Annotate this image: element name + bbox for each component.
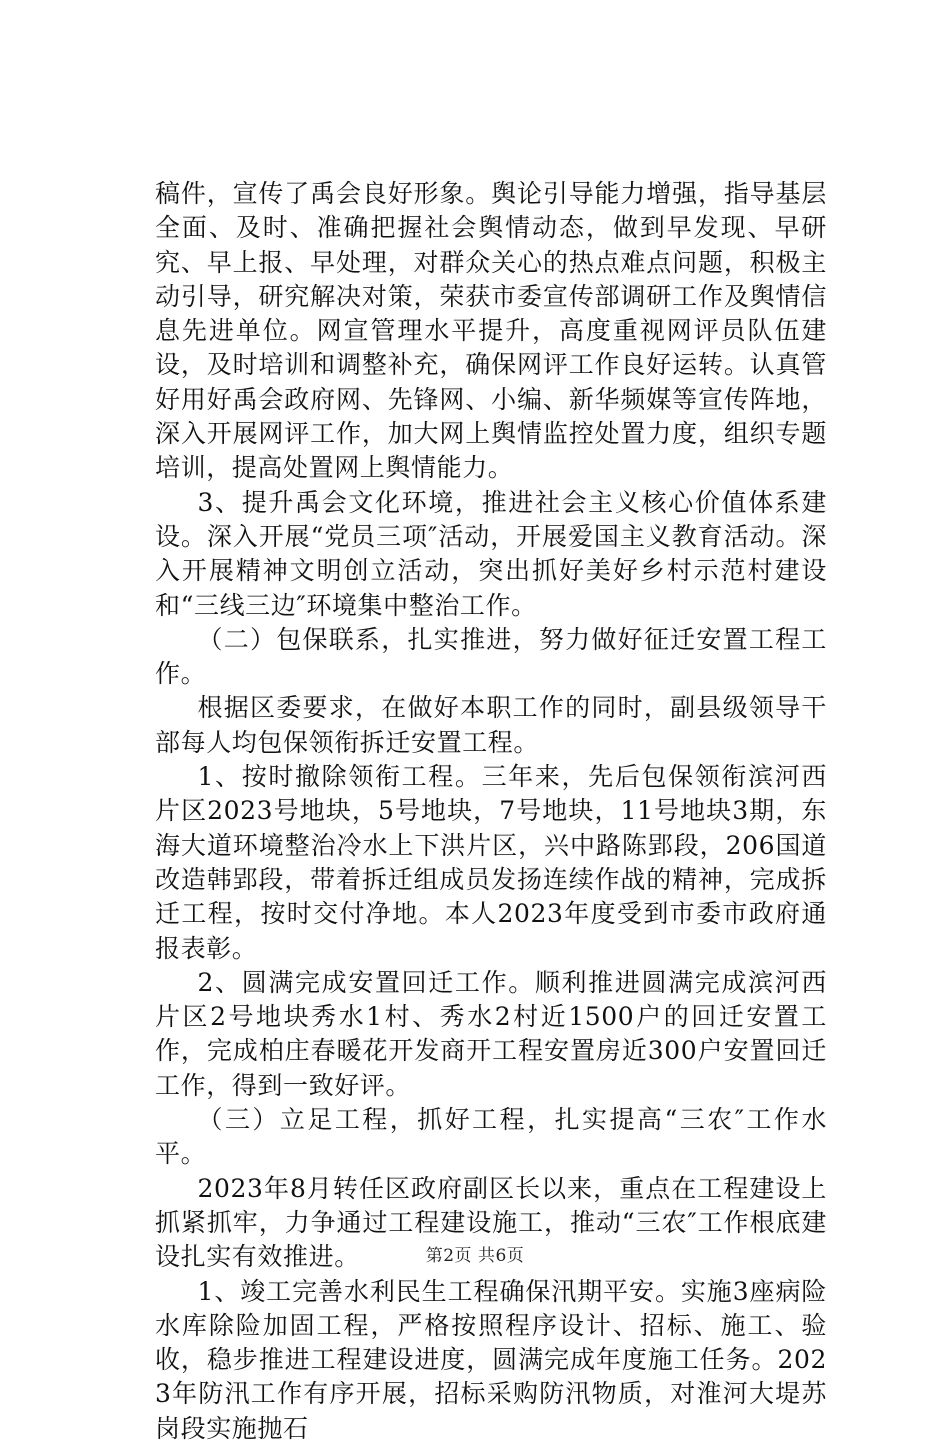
paragraph-resettlement: 2、圆满完成安置回迁工作。顺利推进圆满完成滨河西片区2号地块秀水1村、秀水2村近1500户的回迁安置工作，完成柏庄春暖花开发商开工程安置房近300户安置回迁工作，得到一致好评。: [155, 967, 827, 1100]
paragraph-demolition-projects: 1、按时撤除领衔工程。三年来，先后包保领衔滨河西片区2023号地块，5号地块，7号地块，11号地块3期，东海大道环境整治冷水上下洪片区，兴中路陈郢段，206国道改造韩郢段，带着拆迁组成员发扬连续作战的精神，完成拆迁工程，按时交付净地。本人2023年度受到市委市政府通报表彰。: [155, 762, 827, 963]
paragraph-continuation: 稿件，宣传了禹会良好形象。舆论引导能力增强，指导基层全面、及时、准确把握社会舆情动态，做到早发现、早研究、早上报、早处理，对群众关心的热点难点问题，积极主动引导，研究解决对策，荣获市委宣传部调研工作及舆情信息先进单位。网宣管理水平提升，高度重视网评员队伍建设，及时培训和调整补充，确保网评工作良好运转。认真管好用好禹会政府网、先锋网、小编、新华频媒等宣传阵地，深入开展网评工作，加大网上舆情监控处置力度，组织专题培训，提高处置网上舆情能力。: [155, 179, 827, 483]
section-heading-2: （二）包保联系，扎实推进，努力做好征迁安置工程工作。: [155, 624, 827, 689]
paragraph-vice-mayor: 2023年8月转任区政府副区长以来，重点在工程建设上抓紧抓牢，力争通过工程建设施工，推动“三农″工作根底建设扎实有效推进。: [155, 1173, 827, 1272]
paragraph-culture-environment: 3、提升禹会文化环境，推进社会主义核心价值体系建设。深入开展“党员三项″活动，开展爱国主义教育活动。深入开展精神文明创立活动，突出抓好美好乡村示范村建设和“三线三边″环境集中整治工作。: [155, 487, 827, 620]
section-heading-3: （三）立足工程，抓好工程，扎实提高“三农″工作水平。: [155, 1105, 827, 1169]
paragraph-district-requirements: 根据区委要求，在做好本职工作的同时，副县级领导干部每人均包保领衔拆迁安置工程。: [155, 693, 827, 757]
paragraph-water-conservancy: 1、竣工完善水利民生工程确保汛期平安。实施3座病险水库除险加固工程，严格按照程序设计、招标、施工、验收，稳步推进工程建设进度，圆满完成年度施工任务。2023年防汛工作有序开展，招标采购防汛物质，对淮河大堤苏岗段实施抛石: [155, 1276, 827, 1443]
page-number-footer: 第2页 共6页: [425, 1246, 525, 1266]
